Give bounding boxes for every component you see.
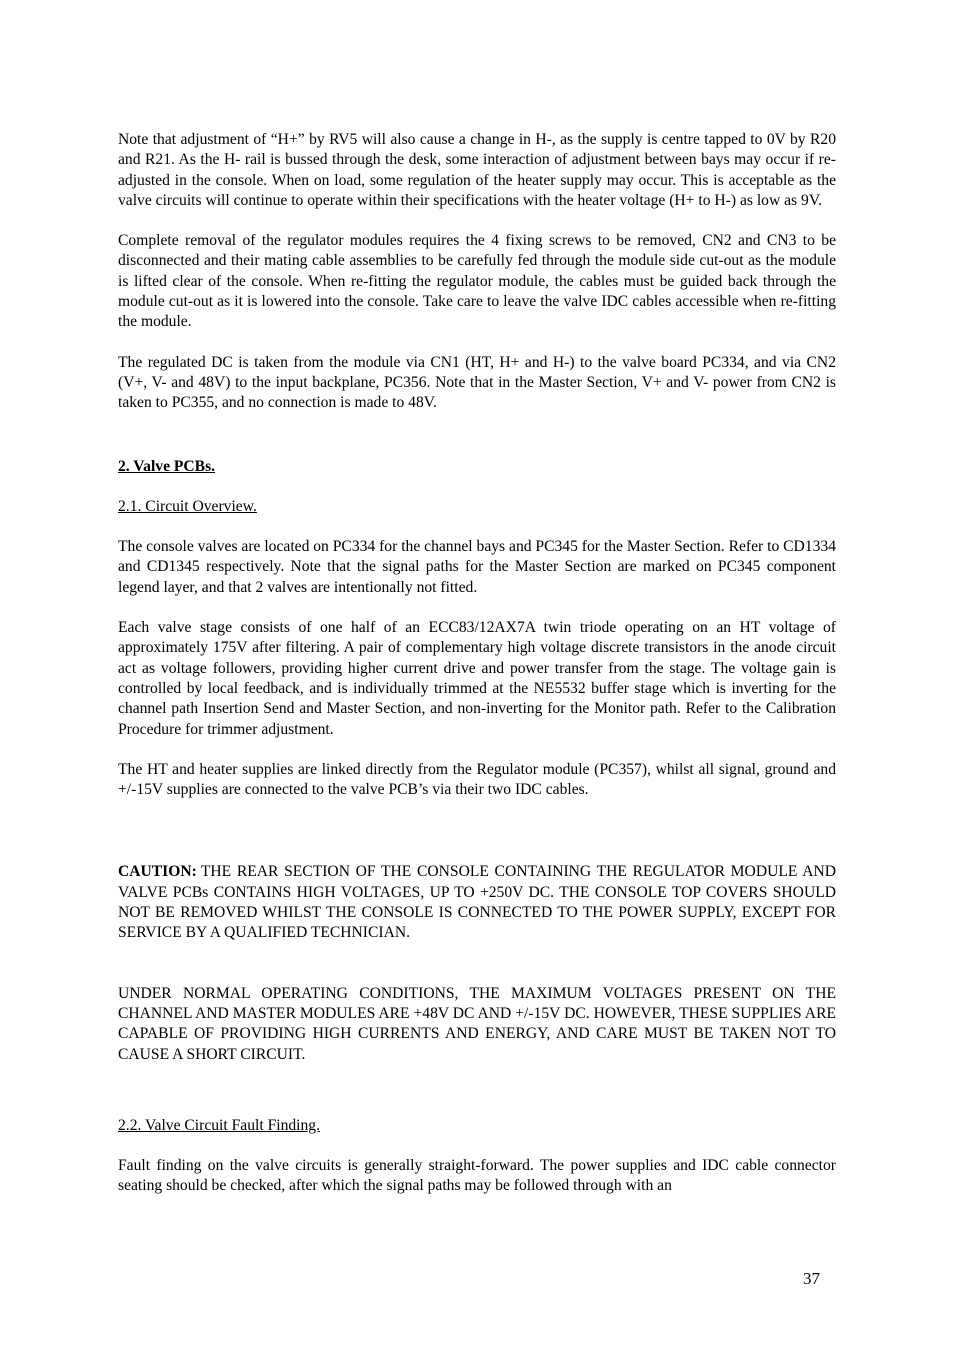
paragraph-heater-adjustment: Note that adjustment of “H+” by RV5 will also cause a change in H-, as the supply is centre tapped to 0V by R20 and R21. As the H- rail is bussed through the desk, some interaction of adjustment between bays may occur if re-adjusted in the console. When on load, some regulation of the heater supply may occur. This is acceptable as the valve circuits will continue to operate within their specifications with the heater voltage (H+ to H-) as low as 9V. bbox=[118, 131, 836, 209]
subheading-fault-finding: 2.2. Valve Circuit Fault Finding. bbox=[118, 1116, 320, 1134]
section-heading-valve-pcbs: 2. Valve PCBs. bbox=[118, 457, 216, 475]
paragraph-fault-finding: Fault finding on the valve circuits is generally straight-forward. The power supplies and IDC cable connector seating should be checked, after which the signal paths may be followed through with an bbox=[118, 1157, 836, 1195]
caution-text: THE REAR SECTION OF THE CONSOLE CONTAINING THE REGULATOR MODULE AND VALVE PCBs CONTAINS HIGH VOLTAGES, UP TO +250V DC. THE CONSOLE TOP COVERS SHOULD NOT BE REMOVED WHILST THE CONSOLE IS CONNECTED TO THE POWER SUPPLY, EXCEPT FOR SERVICE BY A QUALIFIED TECHNICIAN. bbox=[118, 863, 836, 942]
caution-notice bbox=[118, 862, 836, 943]
paragraph-ht-supplies: The HT and heater supplies are linked directly from the Regulator module (PC357), whilst all signal, ground and +/-15V supplies are connected to the valve PCB’s via their two IDC cables. bbox=[118, 760, 836, 799]
page-number: 37 bbox=[803, 1269, 820, 1288]
paragraph-regulated-dc: The regulated DC is taken from the module via CN1 (HT, H+ and H-) to the valve board PC334, and via CN2 (V+, V- and 48V) to the input backplane, PC356. Note that in the Master Section, V+ and V- power from CN2 is taken to PC355, and no connection is made to 48V. bbox=[118, 353, 836, 412]
subheading-circuit-overview: 2.1. Circuit Overview. bbox=[118, 497, 257, 515]
paragraph-regulator-removal: Complete removal of the regulator modules requires the 4 fixing screws to be removed, CN2 and CN3 to be disconnected and their mating cable assemblies to be carefully fed through the module side cut-out as the module is lifted clear of the console. When re-fitting the regulator module, the cables must be guided back through the module cut-out as it is lowered into the console. Take care to leave the valve IDC cables accessible when re-fitting the module. bbox=[118, 232, 836, 331]
paragraph-normal-voltages: UNDER NORMAL OPERATING CONDITIONS, THE MAXIMUM VOLTAGES PRESENT ON THE CHANNEL AND MASTER MODULES ARE +48V DC AND +/-15V DC. HOWEVER, THESE SUPPLIES ARE CAPABLE OF PROVIDING HIGH CURRENTS AND ENERGY, AND CARE MUST BE TAKEN NOT TO CAUSE A SHORT CIRCUIT. bbox=[118, 984, 836, 1063]
paragraph-console-valves: The console valves are located on PC334 for the channel bays and PC345 for the Master Section. Refer to CD1334 and CD1345 respectively. Note that the signal paths for the Master Section are marked on PC345 component legend layer, and that 2 valves are intentionally not fitted. bbox=[118, 538, 836, 596]
paragraph-valve-stage: Each valve stage consists of one half of an ECC83/12AX7A twin triode operating on an HT voltage of approximately 175V after filtering. A pair of complementary high voltage discrete transistors in the anode circuit act as voltage followers, providing higher current drive and power transfer from the stage. The voltage gain is controlled by local feedback, and is individually trimmed at the NE5532 buffer stage which is inverting for the channel path Insertion Send and Master Section, and non-inverting for the Monitor path. Refer to the Calibration Procedure for trimmer adjustment. bbox=[118, 619, 836, 738]
document-body bbox=[118, 130, 836, 1197]
caution-label: CAUTION: bbox=[118, 863, 197, 881]
